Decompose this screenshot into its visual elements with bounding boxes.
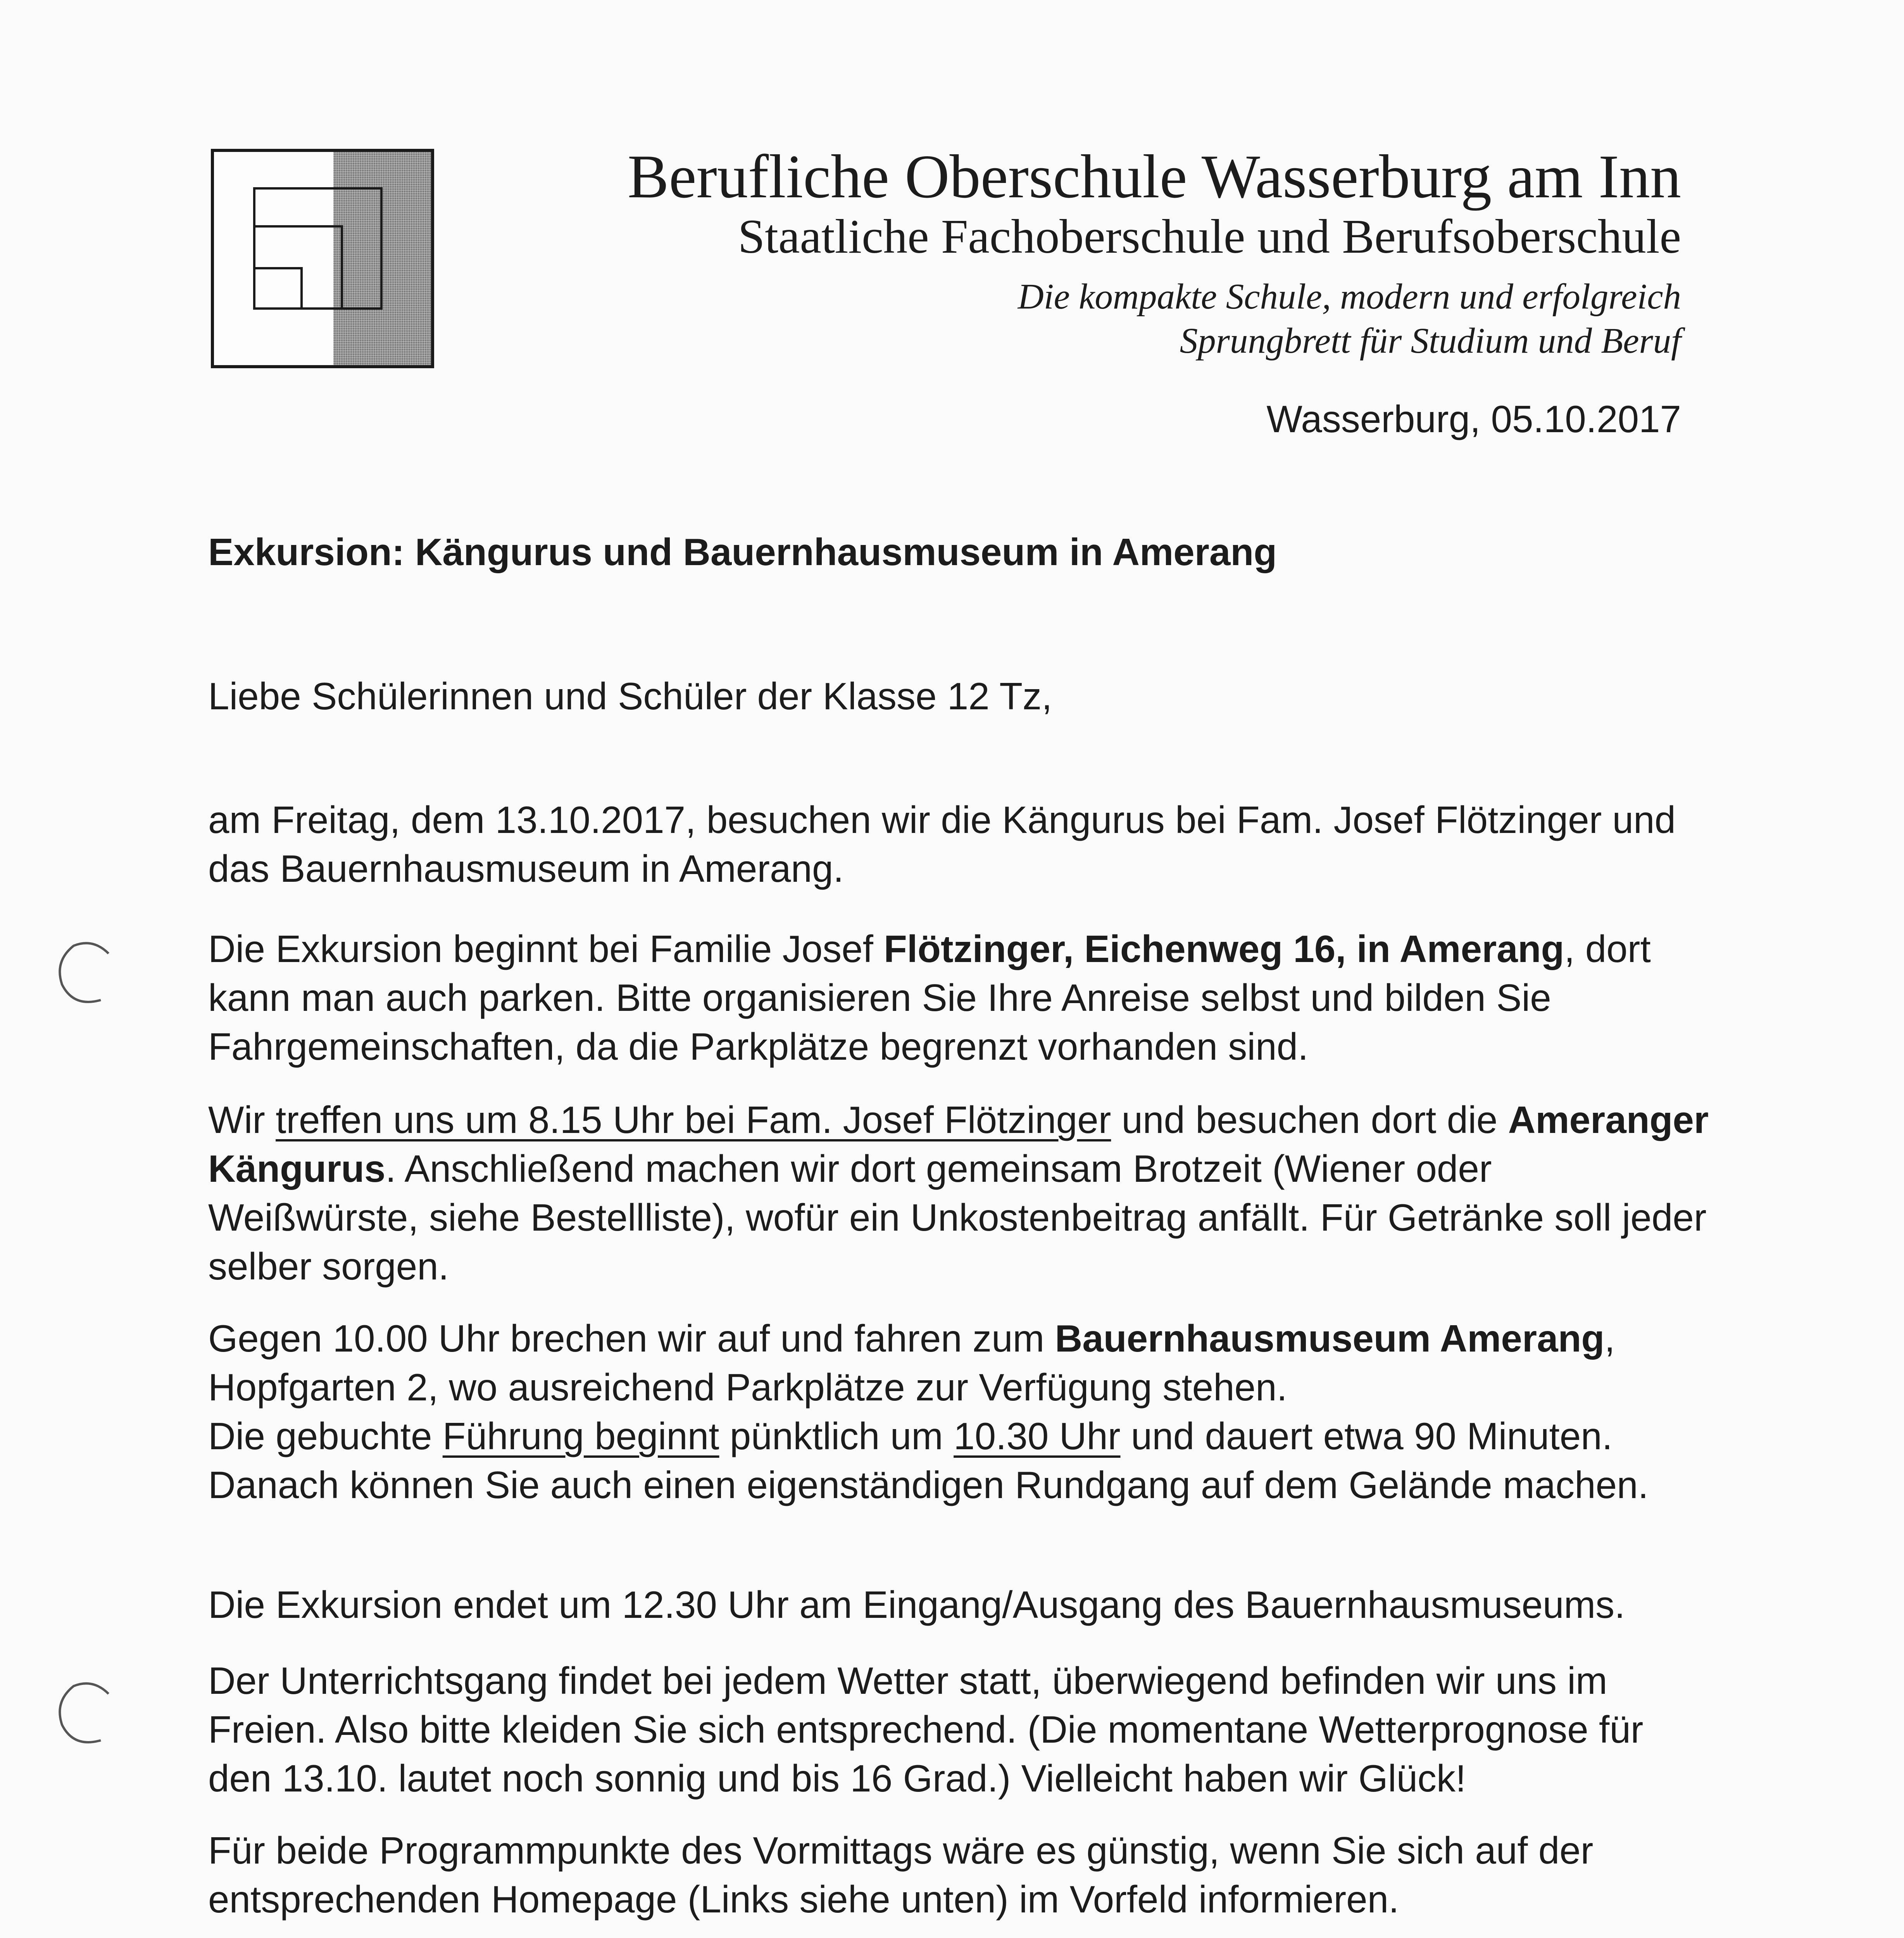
letter-date: Wasserburg, 05.10.2017 bbox=[1266, 398, 1681, 440]
paragraph-7: Für beide Programmpunkte des Vormittags wäre es günstig, wenn Sie sich auf der entsprechenden Homepage (Links siehe unten) im Vorfeld informieren. bbox=[208, 1829, 1594, 1921]
subject-line: Exkursion: Kängurus und Bauernhausmuseum in Amerang bbox=[208, 531, 1277, 573]
paragraph-3: Wir treffen uns um 8.15 Uhr bei Fam. Josef Flötzinger und besuchen dort die Ameranger Kängurus. Anschließend machen wir dort gemeinsam Brotzeit (Wiener oder Weißwürste, siehe Bestellliste), wofür ein Unkostenbeitrag anfällt. Für Getränke soll jeder selber sorgen. bbox=[208, 1098, 1709, 1288]
school-name: Berufliche Oberschule Wasserburg am Inn bbox=[627, 142, 1681, 211]
school-type: Staatliche Fachoberschule und Berufsoberschule bbox=[738, 210, 1681, 264]
paragraph-6: Der Unterrichtsgang findet bei jedem Wetter statt, überwiegend befinden wir uns im Freien. Also bitte kleiden Sie sich entsprechend. (Die momentane Wetterprognose für den 13.10. lautet noch sonnig und bis 16 Grad.) Vielleicht haben wir Glück! bbox=[208, 1659, 1644, 1800]
tagline-2: Sprungbrett für Studium und Beruf bbox=[1180, 321, 1681, 361]
meeting-address: Flötzinger, Eichenweg 16, in Amerang bbox=[884, 928, 1564, 970]
punch-hole-mark bbox=[50, 938, 116, 1012]
paragraph-1: am Freitag, dem 13.10.2017, besuchen wir die Kängurus bei Fam. Josef Flötzinger und das Bauernhausmuseum in Amerang. bbox=[208, 798, 1676, 890]
paragraph-2: Die Exkursion beginnt bei Familie Josef Flötzinger, Eichenweg 16, in Amerang, dort kann man auch parken. Bitte organisieren Sie Ihre Anreise selbst und bilden Sie Fahrgemeinschaften, da die Parkplätze begrenzt vorhanden sind. bbox=[208, 928, 1651, 1068]
tagline-1: Die kompakte Schule, modern und erfolgreich bbox=[1018, 277, 1681, 317]
meeting-time-underlined: treffen uns um 8.15 Uhr bei Fam. Josef Flötzinger bbox=[276, 1098, 1111, 1141]
paragraph-4: Gegen 10.00 Uhr brechen wir auf und fahren zum Bauernhausmuseum Amerang, Hopfgarten 2, wo ausreichend Parkplätze zur Verfügung stehen. Die gebuchte Führung beginnt pünktlich um 10.30 Uhr und dauert etwa 90 Minuten. Danach können Sie auch einen eigenständigen Rundgang auf dem Gelände machen. bbox=[208, 1317, 1649, 1506]
paragraph-5: Die Exkursion endet um 12.30 Uhr am Eingang/Ausgang des Bauernhausmuseums. bbox=[208, 1583, 1625, 1626]
punch-hole-mark bbox=[50, 1678, 116, 1752]
school-logo bbox=[211, 149, 434, 368]
salutation: Liebe Schülerinnen und Schüler der Klasse 12 Tz, bbox=[208, 675, 1052, 717]
